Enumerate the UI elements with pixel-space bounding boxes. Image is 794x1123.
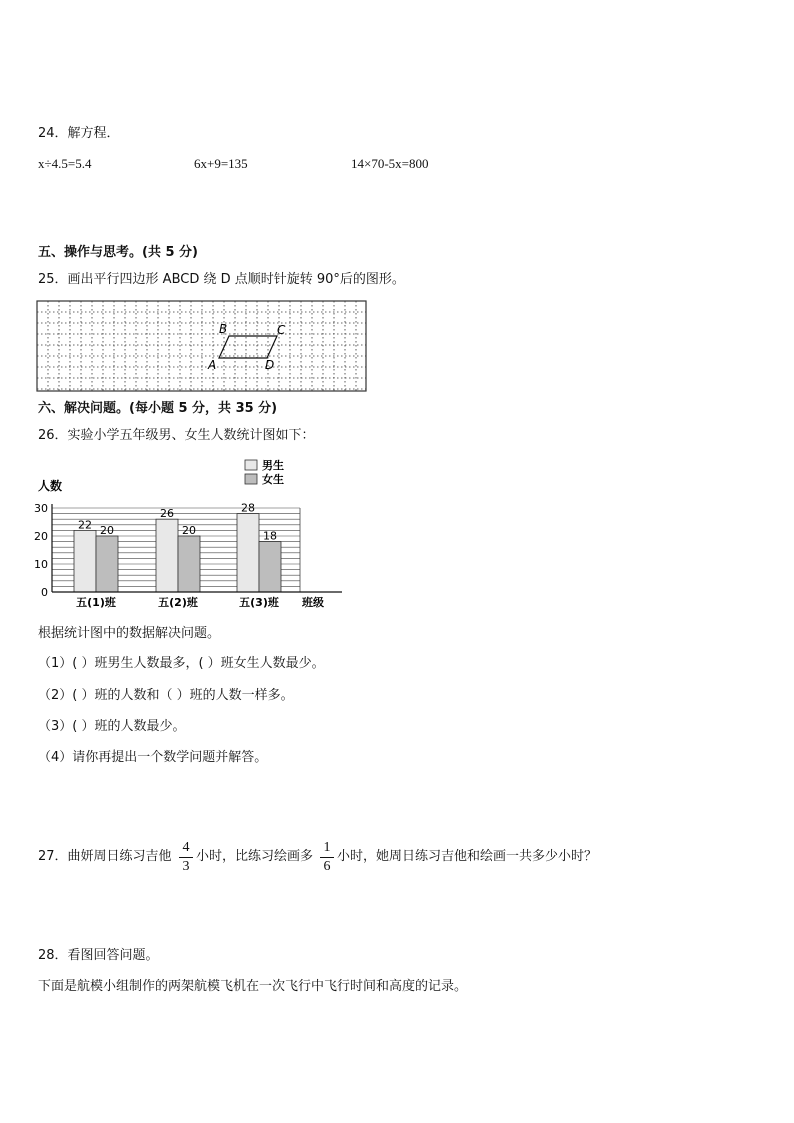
y-tick-label: 30: [34, 502, 48, 515]
q28-text: 下面是航模小组制作的两架航模飞机在一次飞行中飞行时间和高度的记录。: [38, 979, 468, 994]
q27-fraction-1: [179, 840, 193, 875]
frac2-denominator: 6: [323, 859, 331, 874]
q27-part2: 小时，比练习绘画多: [196, 849, 314, 864]
q26-sub3: （3）( ）班的人数最少。: [38, 719, 186, 734]
q26-sub2: （2）( ）班的人数和（ ）班的人数一样多。: [38, 688, 294, 703]
bar-value-label: 26: [160, 507, 174, 521]
x-category-label: 五(3)班: [239, 596, 279, 609]
frac1-numerator: 4: [182, 840, 190, 855]
q28-title: 28．看图回答问题。: [38, 948, 159, 963]
q27-fraction-2: [320, 840, 334, 875]
q26-bar-chart: [30, 455, 350, 613]
x-category-label: 五(2)班: [158, 596, 198, 609]
legend-swatch-boys: [245, 460, 257, 470]
y-tick-label: 0: [41, 586, 48, 599]
bar-boys: [156, 519, 178, 592]
legend-swatch-girls: [245, 474, 257, 484]
frac1-denominator: 3: [182, 859, 190, 874]
bar-value-label: 20: [182, 524, 196, 537]
bar-value-label: 28: [241, 501, 255, 515]
x-axis-label: 班级: [302, 596, 324, 609]
point-label-b: B: [219, 322, 228, 336]
legend-label-boys: 男生: [262, 459, 284, 472]
bar-girls: [178, 536, 200, 592]
bar-girls: [96, 536, 118, 592]
x-category-label: 五(1)班: [76, 596, 116, 609]
legend-label-girls: 女生: [262, 473, 284, 486]
q24-equation-2: 6x+9=135: [194, 156, 248, 171]
bar-girls: [259, 542, 281, 592]
bar-value-label: 20: [100, 524, 114, 537]
y-tick-label: 20: [34, 530, 48, 543]
q26-sub1: （1）( ）班男生人数最多，( ）班女生人数最少。: [38, 656, 325, 671]
bar-boys: [74, 530, 96, 592]
point-label-a: A: [208, 358, 217, 372]
q25-text: 25．画出平行四边形 ABCD 绕 D 点顺时针旋转 90°后的图形。: [38, 272, 405, 287]
y-tick-label: 10: [34, 558, 48, 571]
q26-sub4: （4）请你再提出一个数学问题并解答。: [38, 750, 268, 765]
q24-equation-1: x÷4.5=5.4: [38, 156, 92, 171]
q24-title: 24．解方程．: [38, 126, 120, 141]
bar-boys: [237, 514, 259, 592]
section5-title: 五、操作与思考。(共 5 分): [38, 245, 198, 260]
point-label-c: C: [277, 323, 286, 337]
y-axis-label: 人数: [38, 479, 63, 493]
grid-border: [37, 301, 366, 391]
q27-part1: 27．曲妍周日练习吉他: [38, 849, 172, 864]
q24-equation-3: 14×70-5x=800: [351, 156, 429, 171]
bar-value-label: 22: [78, 518, 92, 532]
q26-text: 26．实验小学五年级男、女生人数统计图如下：: [38, 428, 315, 443]
point-label-d: D: [265, 358, 275, 372]
bar-value-label: 18: [263, 529, 277, 543]
frac2-numerator: 1: [323, 840, 331, 855]
q25-grid-figure: [36, 300, 368, 393]
q26-prompt: 根据统计图中的数据解决问题。: [38, 626, 221, 641]
q27-part3: 小时，她周日练习吉他和绘画一共多少小时？: [337, 849, 598, 864]
section6-title: 六、解决问题。(每小题 5 分，共 35 分): [38, 401, 278, 416]
